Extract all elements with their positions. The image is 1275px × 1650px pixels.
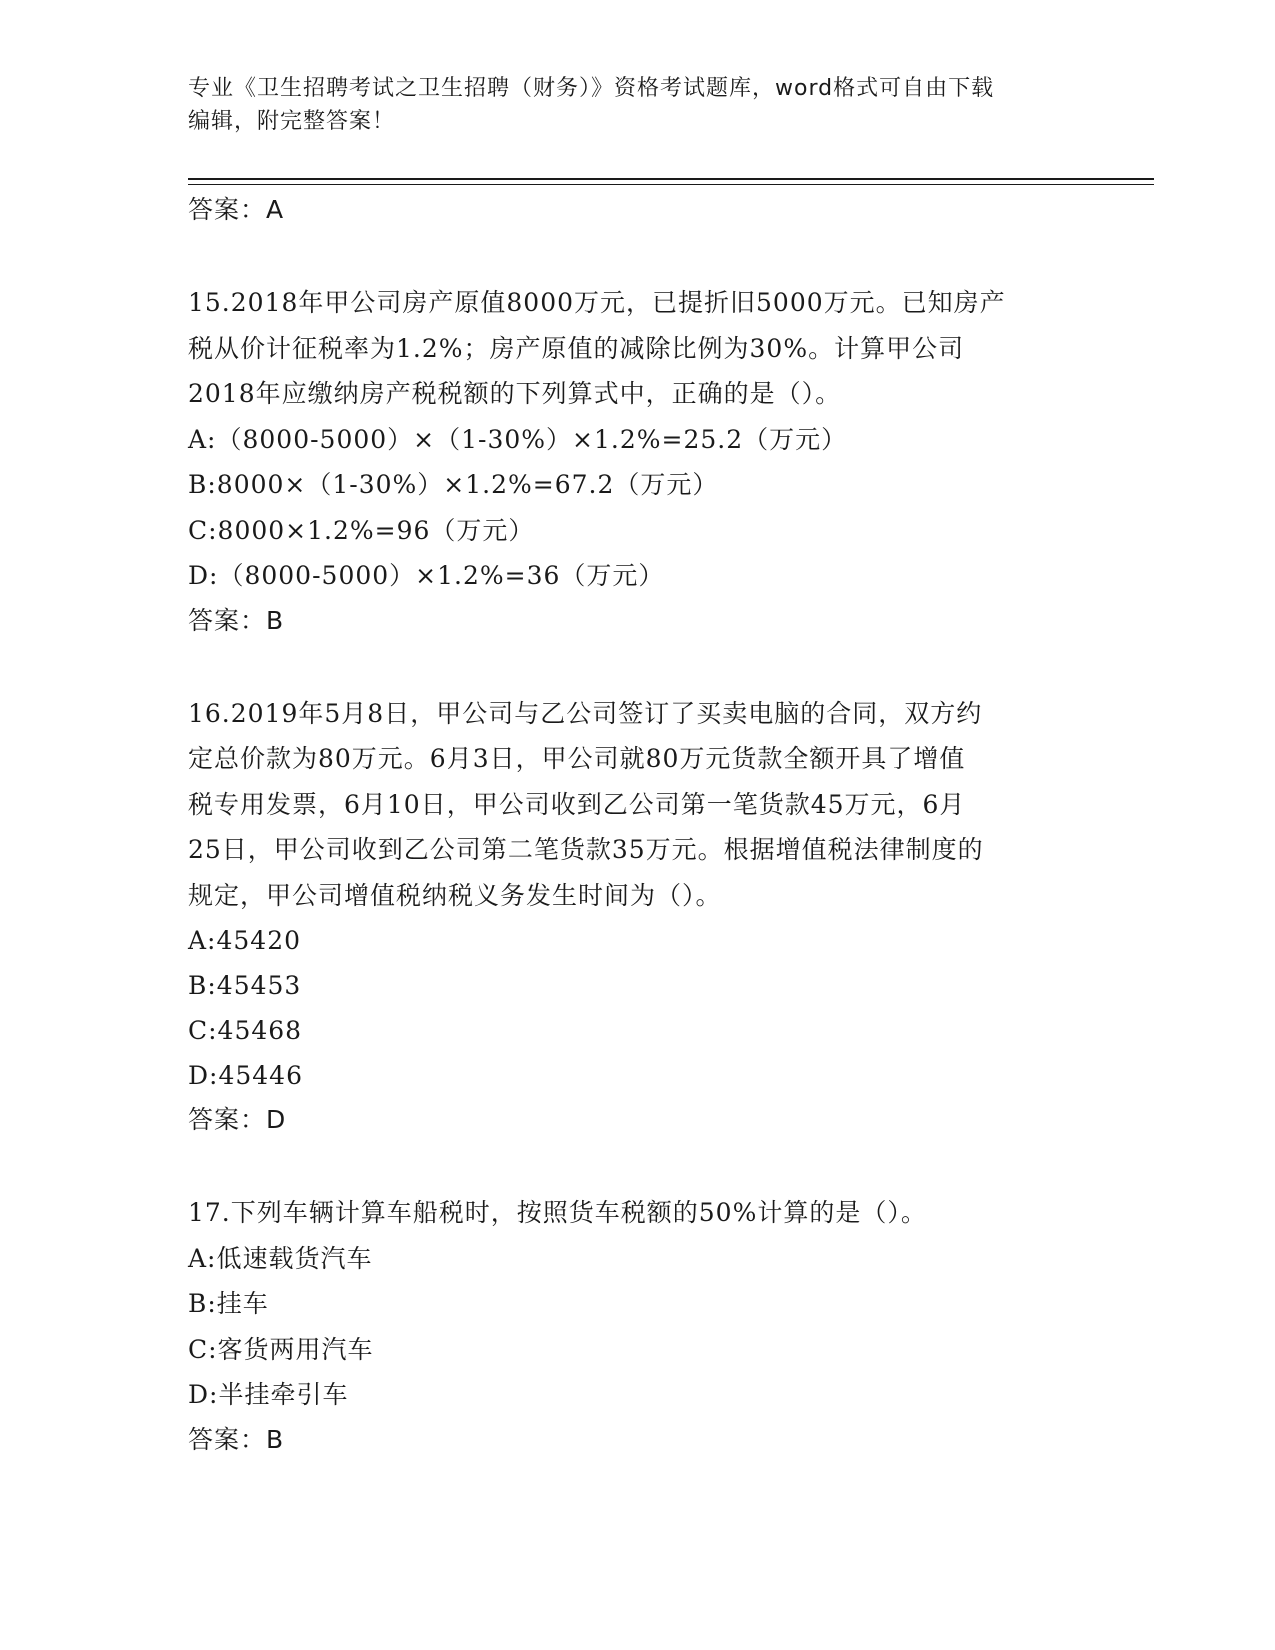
- option-c: C:客货两用汽车: [188, 1334, 374, 1364]
- stem-line: 25日，甲公司收到乙公司第二笔货款35万元。根据增值税法律制度的: [188, 835, 984, 864]
- question-stem: [188, 1190, 1088, 1236]
- question-17: [188, 1190, 1088, 1462]
- header-line-2: 编辑，附完整答案！: [188, 109, 396, 134]
- question-stem: [188, 280, 1088, 417]
- answer-line: 答案：A: [188, 195, 285, 224]
- question-15: [188, 280, 1088, 643]
- option-d: D:半挂牵引车: [188, 1380, 349, 1409]
- stem-line: 16.2019年5月8日，甲公司与乙公司签订了买卖电脑的合同，双方约: [188, 698, 983, 728]
- header-rule-thin: [188, 184, 1154, 185]
- stem-line: 17.下列车辆计算车船税时，按照货车税额的50%计算的是（）。: [188, 1198, 927, 1227]
- answer-line: 答案：B: [188, 605, 285, 635]
- stem-line: 定总价款为80万元。6月3日，甲公司就80万元货款全额开具了增值: [188, 744, 966, 773]
- answer-line: 答案：D: [188, 1105, 287, 1134]
- question-list: [188, 188, 1088, 1462]
- document-header: [188, 72, 1068, 138]
- option-d: D:（8000-5000）×1.2%=36（万元）: [188, 561, 665, 590]
- option-a: A:（8000-5000）×（1-30%）×1.2%=25.2（万元）: [188, 424, 848, 454]
- option-b: B:45453: [188, 971, 302, 1000]
- header-line-1: 专业《卫生招聘考试之卫生招聘（财务）》资格考试题库，word格式可自由下载: [188, 76, 995, 101]
- question-stem: [188, 691, 1088, 919]
- option-a: A:45420: [188, 926, 302, 955]
- option-b: B:8000×（1-30%）×1.2%=67.2（万元）: [188, 470, 719, 499]
- stem-line: 15.2018年甲公司房产原值8000万元，已提折旧5000万元。已知房产: [188, 288, 1006, 317]
- option-a: A:低速载货汽车: [188, 1243, 373, 1273]
- stem-line: 2018年应缴纳房产税税额的下列算式中，正确的是（）。: [188, 379, 842, 408]
- stem-line: 税专用发票，6月10日，甲公司收到乙公司第一笔货款45万元，6月: [188, 789, 966, 819]
- stem-line: 规定，甲公司增值税纳税义务发生时间为（）。: [188, 880, 722, 910]
- option-c: C:8000×1.2%=96（万元）: [188, 515, 535, 545]
- question-16: [188, 691, 1088, 1143]
- option-d: D:45446: [188, 1061, 303, 1090]
- answer-line: 答案：B: [188, 1424, 285, 1454]
- stem-line: 税从价计征税率为1.2%；房产原值的减除比例为30%。计算甲公司: [188, 333, 965, 363]
- option-c: C:45468: [188, 1016, 303, 1045]
- header-rule-thick: [188, 178, 1154, 180]
- option-b: B:挂车: [188, 1289, 269, 1318]
